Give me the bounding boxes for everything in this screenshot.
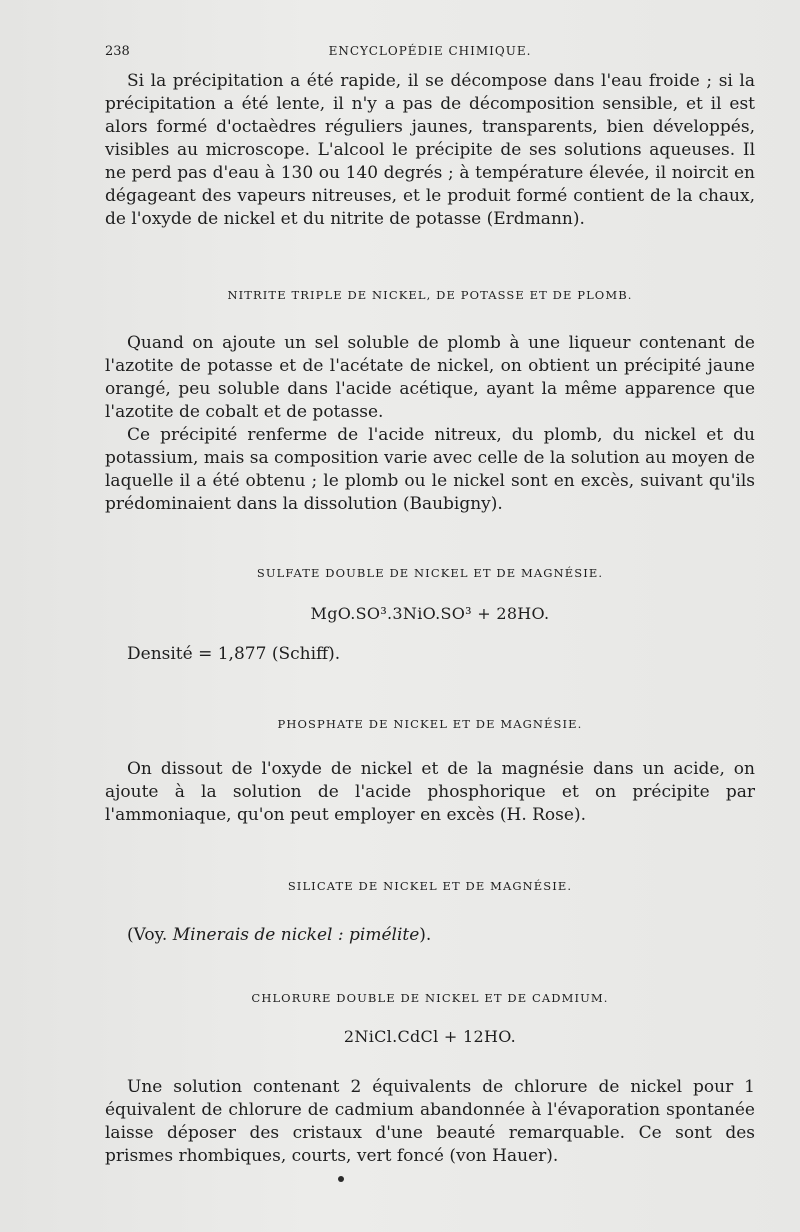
section-title: CHLORURE DOUBLE DE NICKEL ET DE CADMIUM. (251, 991, 609, 1005)
cross-reference-suffix: ). (419, 925, 432, 945)
section-title: PHOSPHATE DE NICKEL ET DE MAGNÉSIE. (277, 717, 583, 731)
cross-reference-title: Minerais de nickel : pimélite (172, 925, 420, 945)
paragraph: Ce précipité renferme de l'acide nitreux, du plomb, du nickel et du potassium, mais sa composition varie avec celle de la solution au moyen de laquelle il a été obtenu ; le plomb ou le nickel sont en excès, suivant qu'ils prédominaient dans la dissolution (Baubigny). (105, 425, 755, 514)
section-title: SILICATE DE NICKEL ET DE MAGNÉSIE. (287, 879, 573, 893)
printer-dot-mark (338, 1176, 344, 1182)
chemical-formula: MgO.SO³.3NiO.SO³ + 28HO. (310, 604, 550, 623)
paragraph: On dissout de l'oxyde de nickel et de la magnésie dans un acide, on ajoute à la solution de l'acide phosphorique et on précipite par l'ammoniaque, qu'on peut employer en excès (H. Rose). (105, 759, 755, 825)
running-title: ENCYCLOPÉDIE CHIMIQUE. (328, 44, 532, 58)
paragraph: Densité = 1,877 (Schiff). (127, 644, 341, 664)
section-title: SULFATE DOUBLE DE NICKEL ET DE MAGNÉSIE. (256, 566, 604, 580)
chemical-formula: 2NiCl.CdCl + 12HO. (343, 1027, 517, 1046)
paragraph: Si la précipitation a été rapide, il se décompose dans l'eau froide ; si la précipitation a été lente, il n'y a pas de décomposition sensible, et il est alors formé d'octaèdres réguliers jaunes, transparents, bien développés, visibles au microscope. L'alcool le précipite de ses solutions aqueuses. Il ne perd pas d'eau à 130 ou 140 degrés ; à température élevée, il noircit en dégageant des vapeurs nitreuses, et le produit formé contient de la chaux, de l'oxyde de nickel et du nitrite de potasse (Erdmann). (105, 71, 755, 229)
cross-reference (105, 924, 755, 947)
section-title: NITRITE TRIPLE DE NICKEL, DE POTASSE ET DE PLOMB. (227, 288, 633, 302)
page-number: 238 (105, 44, 130, 59)
paragraph: Quand on ajoute un sel soluble de plomb à une liqueur contenant de l'azotite de potasse et de l'acétate de nickel, on obtient un précipité jaune orangé, peu soluble dans l'acide acétique, ayant la même apparence que l'azotite de cobalt et de potasse. (105, 333, 755, 422)
paragraph: Une solution contenant 2 équivalents de chlorure de nickel pour 1 équivalent de chlorure de cadmium abandonnée à l'évaporation spontanée laisse déposer des cristaux d'une beauté remarquable. Ce sont des prismes rhombiques, courts, vert foncé (von Hauer). (105, 1077, 755, 1166)
cross-reference-prefix: (Voy. (127, 925, 173, 945)
page-body (105, 70, 755, 1168)
